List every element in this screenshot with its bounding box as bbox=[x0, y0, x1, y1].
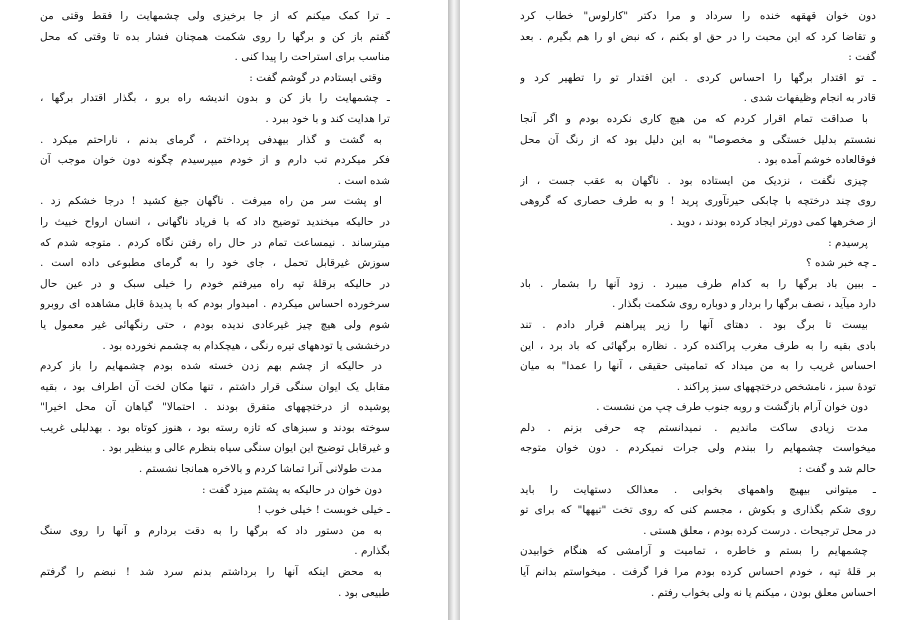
text-line: وقتی ایستادم در گوشم گفت : bbox=[249, 71, 382, 84]
text-line: فوقالعاده خوشم آمده بود . bbox=[757, 154, 876, 167]
text-line: مقابل یک ایوان سنگی قرار داشتم ، تنها مکان لخت آن اطراف بود ، بقیه bbox=[40, 380, 390, 393]
text-line: و غیرقابل توضیح این ایوان سنگی سیاه بنظرم عالی و بینظیر بود . bbox=[101, 442, 390, 455]
text-line: در حالیکه میخندید توضیح داد که با فریاد ناگهانی ، انسان ارواح خبیث را bbox=[40, 215, 390, 228]
text-line: چیزی نگفت ، نزدیک من ایستاده بود . ناگهان به عقب جست ، از bbox=[520, 174, 868, 187]
text-line: ترا هدایت کند و با خود ببرد . bbox=[265, 112, 390, 125]
text-line: شوم ولی هیچ چیز غیرعادی ندیده بودم ، حتی رنگهائی غیر معمول یا bbox=[40, 318, 390, 331]
text-line: ـ ببین باد برگها را به کدام طرف میبرد . زود آنها را بشمار . باد bbox=[520, 277, 876, 290]
text-line: به من دستور داد که برگها را به دقت بردارم و آنها را روی سنگ bbox=[40, 524, 382, 537]
text-line: طبیعی بود . bbox=[337, 586, 390, 599]
text-line: در محل ترجیحات . درست کرده بودم ، معلق هستی . bbox=[643, 524, 876, 537]
text-line: ـ چه خبر شده ؟ bbox=[805, 257, 876, 270]
text-line: دارد میآید ، نصف برگها را بردار و دوباره روی شکمت بگذار . bbox=[612, 298, 876, 311]
text-line: گفت : bbox=[848, 51, 876, 64]
text-line: میترساند . نیمساعت تمام در حال راه رفتن نگاه کردم . متوجه شدم که bbox=[40, 236, 390, 249]
right-book-page bbox=[460, 0, 900, 620]
text-line: ـ تو اقتدار برگها را احساس کردی . این اقتدار تو را تطهیر کرد و bbox=[520, 71, 876, 84]
text-line: او پشت سر من راه میرفت . ناگهان جیغ کشید ! درجا خشکم زد . bbox=[40, 195, 382, 208]
text-line: دون خوان آرام بازگشت و روبه جنوب طرف چپ من نشست . bbox=[596, 401, 868, 414]
text-line: از صخرهها کمی دورتر ایجاد کرده بودند ، دوید . bbox=[669, 215, 876, 228]
text-line: و تقاضا کرد که این محبت را در حق او بکنم ، که نبض او را هم بگیرم . بعد bbox=[520, 30, 876, 43]
left-book-page bbox=[0, 0, 448, 620]
text-line: درخششی یا تودههای تیره رنگی ، هیچکدام به چشمم نخورده بود . bbox=[102, 339, 390, 352]
text-line: پوشیده از درختچههای متفرق بودند . احتمالا" گیاهان آن محل اخیرا" bbox=[40, 401, 390, 414]
text-line: مناسب برای استراحت را پیدا کنی . bbox=[234, 51, 390, 64]
text-line: دون خوان در حالیکه به پشتم میزد گفت : bbox=[202, 483, 382, 496]
text-line: ـ خیلی خوبست ! خیلی خوب ! bbox=[257, 504, 390, 517]
text-line: مدت طولانی آنرا تماشا کردم و بالاخره همانجا نشستم . bbox=[138, 463, 382, 476]
text-line: تودهٔ سبز ، نامشخص درختچههای سبز پراکند . bbox=[676, 380, 876, 393]
text-line: شده است . bbox=[337, 174, 390, 187]
text-line: به گشت و گذار بیهدفی پرداختم ، گرمای بدنم ، ناراحتم میکرد . bbox=[40, 133, 382, 146]
text-line: حالم شد و گفت : bbox=[798, 463, 876, 476]
text-line: در حالیکه برقلهٔ تپه راه میرفتم خودم را خیلی سبک و در عین حال bbox=[40, 277, 390, 290]
text-line: قادر به انجام وظیفهات شدی . bbox=[743, 92, 876, 105]
text-line: در حالیکه از چشم بهم زدن خسته شده بودم چشمهایم را باز کردم bbox=[40, 360, 382, 373]
text-line: بیست تا برگ بود . دهتای آنها را زیر پیراهنم قرار دادم . تند bbox=[520, 318, 868, 331]
text-line: بادی بقیه را به طرف مغرب پراکنده کرد . نظاره برگهائی که باد برد ، این bbox=[520, 339, 876, 352]
text-line: دون خوان قهقهه خنده را سرداد و مرا دکتر "کارلوس" خطاب کرد bbox=[520, 10, 876, 22]
text-line: روی چند درختچه با چابکی حیرتآوری پرید ! و به طرف حصاری که گروهی bbox=[520, 195, 876, 208]
text-line: سوخته بودند و سبزهای که تازه رسته بود ، هنوز کوتاه بود . بهدلیلی غریب bbox=[40, 421, 390, 434]
text-line: ـ چشمهایت را باز کن و بدون اندیشه راه برو ، بگذار اقتدار برگها ، bbox=[40, 92, 390, 105]
text-line: بر قلهٔ تپه ، خودم احساس کرده بودم مرا فرا گرفت . میخواستم بدانم آیا bbox=[520, 566, 876, 579]
text-line: فکر میکردم تب دارم و از خودم میپرسیدم چگونه دون خوان موجب آن bbox=[40, 154, 390, 167]
text-line: بگذارم . bbox=[354, 545, 390, 558]
text-line: نشستم بدلیل خستگی و مخصوصا" به این دلیل بود که از رنگ آن محل bbox=[520, 133, 876, 146]
text-line: ـ میتوانی بیهیچ واهمهای بخوابی . معذالک دستهایت را باید bbox=[520, 483, 876, 496]
text-line: احساس معلق بودن ، میکنم یا نه ولی بخواب رفتم . bbox=[650, 586, 876, 599]
book-gutter bbox=[448, 0, 460, 620]
text-line: روی شکم بگذاری و بکوش ، مجسم کنی که روی تخت "تیهها" که برای تو bbox=[520, 504, 876, 517]
text-line: ـ ترا کمک میکنم که از جا برخیزی ولی چشمهایت را فقط وقتی من bbox=[40, 10, 390, 22]
text-line: به محض اینکه آنها را برداشتم بدنم سرد شد ! نبضم را گرفتم bbox=[40, 566, 382, 579]
text-line: چشمهایم را بستم و خاطره ، تمامیت و آرامشی که هنگام خوابیدن bbox=[520, 545, 868, 558]
text-line: مدت زیادی ساکت ماندیم . نمیدانستم چه حرفی بزنم . دلم bbox=[520, 421, 868, 434]
text-line: سوزش غیرقابل تحمل ، جای خود را به گرمای مطبوعی داده است . bbox=[40, 257, 390, 270]
text-line: احساس غریب را به من میداد که تمامیتی حقیقی ، آنها را عمدا" به میان bbox=[520, 360, 876, 373]
text-line: پرسیدم : bbox=[828, 236, 868, 249]
text-line: گفتم باز کن و برگها را روی شکمت همچنان فشار بده تا وقتی که محل bbox=[40, 30, 390, 43]
text-line: سرخورده احساس میکردم . امیدوار بودم که با پدیدهٔ قابل مشاهده ای روبرو bbox=[40, 298, 390, 311]
text-line: با صداقت تمام اقرار کردم که من هیچ کاری نکرده بودم و اگر آنجا bbox=[520, 112, 868, 125]
text-line: میخواست چشمهایم را ببندم ولی جرات نمیکردم . دون خوان متوجه bbox=[520, 442, 876, 455]
